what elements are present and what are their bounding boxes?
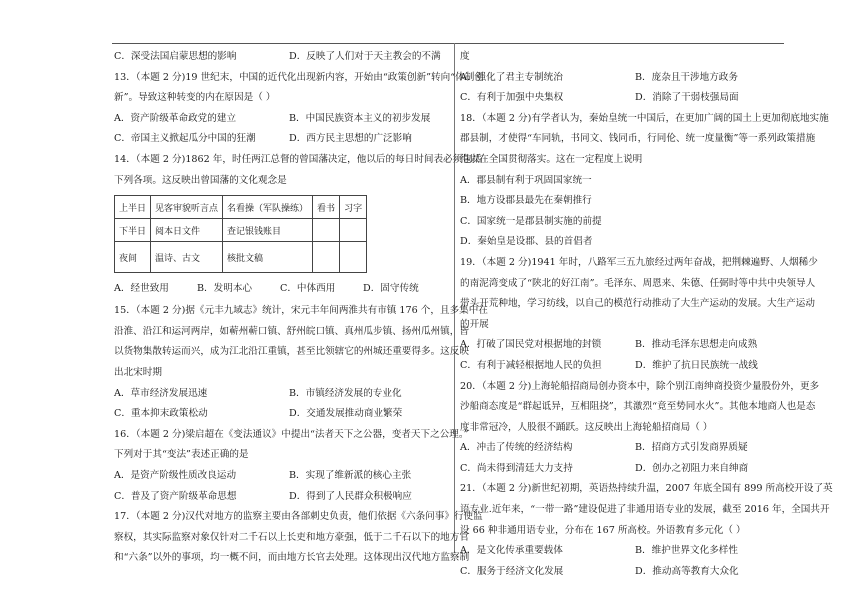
q15-stem-line-1: 15．（本题 2 分)据《元丰九域志》统计，宋元丰年间两淮共有市镇 176 个，且多集中在 [114,305,488,317]
q13-option-c[interactable]: C．帝国主义掀起瓜分中国的狂潮 [114,133,256,145]
table-cell: 查记银钱账目 [223,219,313,242]
table-row [115,242,367,273]
q21-option-c[interactable]: C．服务于经济文化发展 [460,565,564,577]
q19-options-cd [460,356,786,377]
q19-stem-line-2: 的南泥湾变成了“陕北的好江南”。毛泽东、周恩来、朱德、任弼时等中共中央领导人 [460,277,816,289]
q20-stem-line-1: 20．（本题 2 分)上海轮船招商局创办资本中，除个别江南绅商投资少量股份外，更多 [460,380,820,392]
q17-option-d[interactable]: D．消除了干弱枝强局面 [635,92,739,104]
table-row [115,196,367,219]
q21-option-d[interactable]: D．推动高等教育大众化 [635,565,739,577]
q16-stem-line-1: 16．（本题 2 分)梁启超在《变法通议》中提出“法者天下之公器，变者天下之公理。” [114,428,469,440]
q17-options-cd [460,88,786,109]
q16-options-ab [114,466,446,487]
table-row [115,219,367,242]
q15-option-d[interactable]: D．交通发展推动商业繁荣 [289,408,403,420]
q13-option-b[interactable]: B．中国民族资本主义的初步发展 [289,112,431,124]
q16-option-b[interactable]: B．实现了维新派的核心主张 [289,469,412,481]
question-20 [460,377,820,480]
q20-option-d[interactable]: D．创办之初阻力来自绅商 [635,462,749,474]
q16-option-a[interactable]: A．是资产阶级性质改良运动 [114,469,237,481]
q21-stem-line-3: 设 66 种非通用语专业，分布在 167 所高校。外语教育多元化（ ） [460,524,746,536]
q20-option-a[interactable]: A．冲击了传统的经济结构 [460,442,573,454]
q14-options [114,279,446,301]
q12-option-c[interactable]: C．深受法国启蒙思想的影响 [114,51,237,62]
q14-option-d[interactable]: D．固守传统 [363,283,419,295]
q12-options-cd [114,47,446,68]
q17-option-a[interactable]: A．强化了君主专制统治 [460,71,563,83]
q20-options-ab [460,438,786,459]
q20-option-c[interactable]: C．尚未得到清廷大力支持 [460,462,573,474]
table-cell: 名看操（军队操练） [223,196,313,219]
table-cell [340,219,367,242]
table-cell: 习字 [340,196,367,219]
q13-option-a[interactable]: A．资产阶级革命政党的建立 [114,112,237,124]
q20-option-b[interactable]: B．招商方式引发商界质疑 [635,442,748,454]
q15-options-cd [114,404,446,425]
q18-stem-line-3: 得以在全国贯彻落实。这在一定程度上说明 [460,153,643,165]
q18-option-c[interactable]: C．国家统一是郡县制实施的前提 [460,215,602,227]
q18-option-a[interactable]: A．郡县制有利于巩固国家统一 [460,174,592,186]
q16-stem-line-2: 下列对于其“变法”表述正确的是 [114,449,249,461]
q14-option-a[interactable]: A．经世致用 [114,283,169,295]
q18-option-b[interactable]: B．地方设郡县最先在秦朝推行 [460,195,592,207]
q16-option-d[interactable]: D．得到了人民群众积极响应 [289,490,412,502]
q14-option-c[interactable]: C．中体西用 [280,283,336,295]
q19-option-b[interactable]: B．推动毛泽东思想走向成熟 [635,339,758,351]
q15-stem-line-2: 沿淮、沿江和运河两岸，如蕲州蕲口镇、舒州皖口镇、真州瓜步镇、扬州瓜州镇，皆 [114,325,469,337]
q13-options-ab [114,109,446,130]
q19-stem-line-4: 的开展 [460,318,489,330]
q19-stem-line-3: 带头开荒种地，学习纺线，以自己的模范行动推动了大生产运动的发展。大生产运动 [460,298,815,310]
table-cell [313,219,340,242]
table-cell: 下半日 [115,219,151,242]
q19-option-c[interactable]: C．有利于减轻根据地人民的负担 [460,359,602,371]
q18-stem-line-2: 郡县制，才使得“车同轨，书同文、钱同币，行同伦、统一度量衡”等一系列政策措施 [460,133,816,145]
column-divider [454,43,455,553]
question-17-continued [460,47,786,109]
q20-stem-line-2: 沙船商态度是“群起诋异，互相阻挠”，其激烈“竟至势同水火”。其他本地商人也是态 [460,401,816,413]
q20-stem-line-3: 度非常冠冷，人股很不踊跃。这反映出上海轮船招商局（ ） [460,421,713,433]
question-13 [114,68,484,150]
q19-option-d[interactable]: D．维护了抗日民族统一战线 [635,359,758,371]
q15-option-c[interactable]: C．重本抑末政策松动 [114,408,208,420]
q14-schedule-table [114,195,367,273]
q14-stem-line-2: 下列各项。这反映出曾国藩的文化观念是 [114,174,287,186]
q15-options-ab [114,384,446,405]
q13-option-d[interactable]: D．西方民主思想的广泛影响 [289,133,412,145]
q12-option-d[interactable]: D．反映了人们对于天主教会的不满 [289,51,441,62]
q19-stem-line-1: 19．（本题 2 分)1941 年时，八路军三五九旅经过两年奋战，把荆棘遍野、人烟稀少 [460,256,818,268]
q17-options-ab [460,68,786,89]
q19-options-ab [460,335,786,356]
q20-options-cd [460,459,786,480]
question-18 [460,109,829,253]
question-14 [114,150,482,301]
q13-stem-line-1: 13．（本题 2 分)19 世纪末，中国的近代化出现新内容，开始由“政策创新”转向“体制创 [114,71,484,83]
q17-stem-line-2: 察权，其实际监察对象仅针对二千石以上长吏和地方豪强，低于二千石以下的地方官 [114,531,469,543]
q21-options-ab [460,541,786,562]
q21-option-a[interactable]: A．是文化传承重要载体 [460,545,563,557]
q13-options-cd [114,129,446,150]
q17-stem-line-4: 度 [460,51,470,62]
table-cell [313,242,340,273]
q14-option-b[interactable]: B．发明本心 [197,283,253,295]
question-16 [114,425,469,507]
q18-option-d[interactable]: D．秦始皇是设郡、县的首倡者 [460,236,593,248]
table-cell: 看书 [313,196,340,219]
q17-stem-line-1: 17．（本题 2 分)汉代对地方的监察主要由各部刺史负责，他们依据《六条问事》行使监 [114,511,483,523]
q19-option-a[interactable]: A．打破了国民党对根据地的封锁 [460,339,602,351]
question-21 [460,479,833,582]
q15-option-b[interactable]: B．市镇经济发展的专业化 [289,387,402,399]
q17-option-c[interactable]: C．有利于加强中央集权 [460,92,564,104]
table-cell [340,242,367,273]
q17-option-b[interactable]: B．庞杂且干涉地方政务 [635,71,738,83]
q15-stem-line-3: 以货物集散转运而兴，成为江北沿江重镇，甚至比领辖它的州城还重要得多。这反映 [114,346,469,358]
q21-stem-line-2: 语专业.近年来，“一带一路”建设促进了非通用语专业的发展，截至 2016 年，全国共开 [460,504,830,516]
q21-options-cd [460,562,786,583]
table-cell: 温诗、古文 [151,242,223,273]
table-cell: 阅本日文件 [151,219,223,242]
q16-option-c[interactable]: C．普及了资产阶级革命思想 [114,490,237,502]
q15-stem-line-4: 出北宋时期 [114,366,162,378]
table-cell: 见客审貌听言点 [151,196,223,219]
q21-option-b[interactable]: B．维护世界文化多样性 [635,545,738,557]
question-19 [460,253,818,377]
table-cell: 上半日 [115,196,151,219]
table-cell: 夜间 [115,242,151,273]
q14-stem-line-1: 14．（本题 2 分)1862 年，时任两江总督的曾国藩决定，他以后的每日时间表必须包括 [114,153,482,165]
page-top-rule [112,43,784,44]
q15-option-a[interactable]: A．草市经济发展迅速 [114,387,208,399]
q16-options-cd [114,487,446,508]
table-cell: 核批文稿 [223,242,313,273]
question-17 [114,507,483,569]
q13-stem-line-2: 新”。导致这种转变的内在原因是（ ） [114,92,276,104]
right-column [460,47,833,582]
q18-stem-line-1: 18．（本题 2 分)有学者认为，秦始皇统一中国后，在更加广阔的国土上更加彻底地实施 [460,112,829,124]
q21-stem-line-1: 21．（本题 2 分)新世纪初期，英语热持续升温，2007 年底全国有 899 所高校开设了英 [460,483,833,495]
q17-stem-line-3: 和“六条”以外的事项，均一概不问，而由地方长官去处理。这体现出汉代地方监察制 [114,552,470,564]
